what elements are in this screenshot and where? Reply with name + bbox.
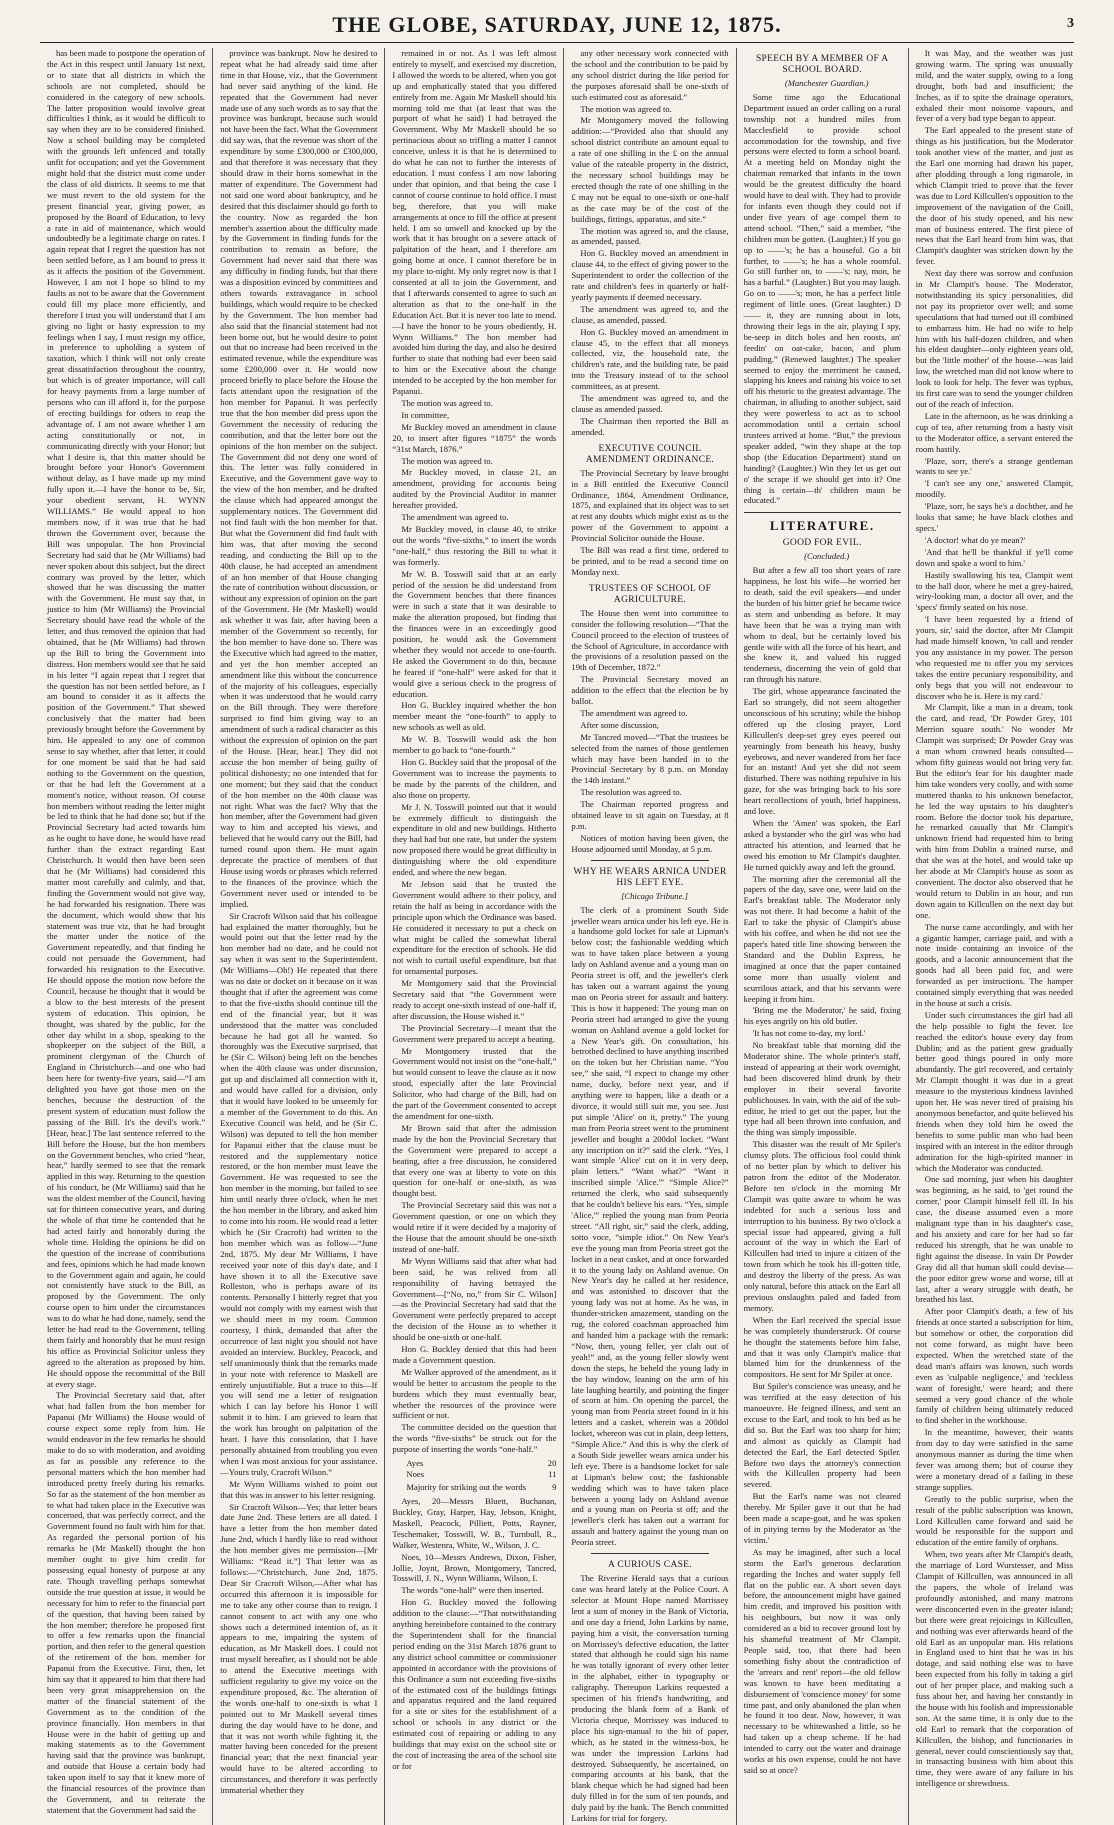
paragraph: 'A doctor! what do ye mean?' [924, 534, 1026, 545]
paragraph: has been made to postpone the operation of the Act in this respect until January 1st next, or to state that all districts in which the schools are not completed, should be considered in the category of new schools. The latter proposition would involve great difficulties I think, as it would be difficult to say when they are to be considered finished. Now a school building may be completed with the grounds left unfenced and totally unfit for occupation; and yet the Government might hold that the district must come under the class of old districts. It seems to me that we must revert to the old system for the present financial year, giving power, as proposed by the Board of Education, to levy a rate in aid of maintenance, which would undoubtedly be a legitimate charge on rates. I again repeat that I regret the question has not been settled before, as I am bound to press it as it affects the position of the Government. However, I am not I hope so blind to my faults as not to be aware that the Government could fill my place more efficiently, and therefore I trust you will understand that I am giving no light or hasty expression to my feelings when I say, I must resign my office, in preference to upholding a system of taxation, which I think will not only create great dissatisfaction throughout the country, but which is of greater importance, will call for heavy payments from a large number of persons who can ill afford it, for the purpose of erecting buildings for others to reap the advantage of. I am not aware whether I am acting constitutionally or not, in communicating directly with your Honor; but what I desire is, that this matter should be brought before your Honor's Government without delay, as I have made up my mind fully upon it.—I have the honor to be, Sir, your obedient servant, H. WYNN WILLIAMS.” He would appeal to hon members now, if it was true that he had thrown the Government over, because the Bill was unpopular. The hon Provincial Secretary had said that he (Mr Williams) had never spoken about this subject, but the direct contrary was proved by the letter, which showed that he was discussing the matter with the Government. He must say that, in justice to him (Mr Williams) the Provincial Secretary should have read the whole of the letter, and thus removed the opinion that had obtained, that he (Mr Williams) had thrown up the Bill to bring the Government into distress. Hon members would see that he said in his letter “I again repeat that I regret that the question has not been settled before, as I am bound to consider it as it affects the position of the Government.” That shewed conclusively that the matter had been previously brought before the Government by him. He appealed to any one of common sense to say whether, after that letter, it could for one moment be said that he had said nothing to the Government on the question, or that he had left the Government at a moment's notice, without reason. Of course hon members without reading the letter might be led to think that he had done so; but if the Provincial Secretary had acted towards him as he ought to have done, he would have read further than the extract regarding East Christchurch. It would then have been seen that he (Mr Williams) had considered this matter most carefully and calmly, and that, finding the Government would not give way, he had forwarded his resignation. There was the document, which would show that his statement was true viz, that he had brought the matter under the notice of the Government repeatedly, and that finding he could not persuade the Government, had forwarded his resignation to the Executive. He should oppose the motion now before the Council, because he thought that it would be a blow to the best interests of the present system of education. This opinion, he thought, was shared by the public, for the other day whilst in a shop, speaking to the shopkeeper on the subject of the Bill, a prominent clergyman of the Church of England in Christchurch—and one who had been here for twenty-five years, said—“I am delighted you have got those men on the benches, because the destruction of the present system of education must follow the passing of the Bill. It's the devil's work.” [Hear, hear.] The last sentence referred to the Bill before the House, but the hon members on the Government benches, who cried “hear, hear,” hardly seemed to see that the remark applied in this way. Returning to the question of his conduct, he (Mr Williams) said that he was the oldest member of the Council, having sat for thirteen consecutive years, and during the whole of that time he contended that he had acted fairly and honorably during the whole time. Holding the opinions he did on the question of the increase of contributions and fees, opinions which he had made known to the Government again and again, he could not consistently have stuck to the Bill, as proposed by the Government. The only course open to him under the circumstances was to do what he had done, namely, send the letter he had read to the Government, telling them fairly and honorably that he must resign his office as Provincial Solicitor unless they agreed to the alteration as proposed by him. He should oppose the recommittal of the Bill at every stage. [47, 48, 206, 1389]
paragraph: The Riverine Herald says that a curious case was heard lately at the Police Court. A selector at Mount Hope named Morrissey lent a sum of money in the Bank of Victoria, and one day a friend, John Larkins by name, paying him a visit, the conversation turning on Morrissey's defective education, the latter stated that although he could sign his name he was totally ignorant of every other letter in the alphabet, either in typography or caligraphy. Thereupon Larkins requested a specimen of his friend's handwriting, and producing the blank form of a Bank of Victoria cheque, Morrissey was induced to place his sign-manual to the bit of paper, which, as he stated in the witness-box, he was under the impression Larkins had destroyed. Subsequently, he ascertained, on comparing accounts at his bank, that the blank cheque which he had signed had been duly filled in for the sum of ten pounds, and duly paid by the bank. The Bench committed Larkins for trial for forgery. [571, 1573, 729, 1824]
column-2-body [220, 48, 377, 1796]
paragraph: The girl, whose appearance fascinated the Earl so strangely, did not seem altogether unconscious of his scrutiny; while the bishop offered up the closing prayer, Lord Killcullen's deep-set grey eyes peered out yearningly from beneath his heavy, bushy eyebrows, and never wandered from her face for an instant! And yet she did not seem disturbed. There was nothing repulsive in his gaze, for she was bringing back to his sore heart recollections of youth, brief happiness, and love. [743, 686, 901, 817]
heading-school-board-speech: SPEECH BY A MEMBER OF A SCHOOL BOARD. [755, 54, 889, 75]
paragraph: The amendment was agreed to. [401, 512, 509, 523]
noes-count: 11 [548, 1469, 557, 1480]
paragraph: No breakfast table that morning did the Moderator shine. The whole printer's staff, instead of appearing at their work overnight, had been discovered blind drunk by their employer in their several favorite publichouses. In vain, with the aid of the sub-editor, he tried to get out the paper, but the type had all been thrown into confusion, and the thing was simply impossible. [743, 1040, 901, 1138]
paragraph: 'And that he'll be thankful if ye'll come down and spake a word to him.' [915, 546, 1073, 568]
paragraph: Mr Montgomery said that the Provincial Secretary said that “the Government were ready to accept one-sixth instead of one-half if, after discussion, the House wished it.” [392, 978, 557, 1021]
paragraph: After some discussion, [580, 719, 659, 730]
paragraph: 'I can't see any one,' answered Clampit, moodily. [915, 478, 1073, 500]
paragraph: The Chairman reported progress and obtained leave to sit again on Tuesday, at 8 p.m. [571, 799, 729, 831]
executive-council-body [571, 468, 728, 578]
paragraph: Mr Jebson said that he trusted the Government would adhere to their policy, and retain the half as being in accordance with the principle upon which the Ordinance was based. He considered it necessary to put a check on what might be called the somewhat liberal expenditure for the erection of schools. He did not wish to curtail useful expenditure, but that for ornamental purposes. [392, 878, 557, 977]
paragraph: When, two years after Mr Clampit's death, the marriage of Lord Wurstesser, and Miss Clampit of Killcullen, was announced in all the papers, the whole of Ireland was profoundly astonished, and many matrons were disconcerted even in the greater island; but there were great rejoicings in Killcullen, and nothing was ever afterwards heard of the old Earl as an unpopular man. His relations in England used to hint that he was in his dotage, and said nothing else was to have been expected from his folly in taking a girl out of her proper place, and making such a fuss about her, and having her constantly in the house with his foolish and impressionable son. At the same time, it is only due to the old Earl to remark that the corporation of Killcullen, the bishop, and functionaries in general, never could conscientiously say that, in transacting business with him about this time, they were aware of any failure in his intelligence or shrewdness. [915, 1549, 1073, 1789]
paragraph: Mr W. B. Tosswill said that at an early period of the session he did understand from the Government benches that there finances were in such a state that it was desirable to make the alteration proposed, but finding that the finances were in an exceedingly good position, he would ask the Government whether they would not accede to one-fourth. He asked the Government to do this, because he feared if “one-half” were asked for that it would give a serious check to the progress of education. [392, 568, 557, 699]
heading-executive-council: EXECUTIVE COUNCIL AMENDMENT ORDINANCE. [585, 443, 715, 465]
paragraph: Mr J. N. Tosswill pointed out that it would be extremely difficult to distinguish the expenditure in old and new buildings. Hitherto they had had but one rate, but under the system now proposed there would be great difficulty in distinguishing where the old expenditure ended, and where the new began. [392, 801, 557, 878]
paragraph: The committee decided on the question that the words “five-sixths” be struck out for the purpose of inserting the words “one-half.” [392, 1422, 557, 1455]
paragraph: Hastily swallowing his tea, Clampit went to the hall door, where he met a grey-haired, wiry-looking man, a doctor all over, and the 'specs' firmly seated on his nose. [915, 569, 1073, 613]
paragraph: The amendment was agreed to, and the clause as amended passed. [571, 393, 729, 414]
paragraph: The Chairman then reported the Bill as amended. [571, 415, 729, 437]
paragraph: The Earl appealed to the present state of things as his justification, but the Moderator took another view of the matter, and just as the Earl one morning had drawn his paper, after plodding through a long rigmarole, in which Clampit tried to prove that the fever was due to Lord Killcullen's opposition to the improvement of the navigation of the Coill, the door of his study opened, and his new man of business entered. The first piece of news that the Earl heard from him was, that Clampit's daughter was stricken down by the fever. [915, 125, 1073, 267]
paragraph: Hon G. Buckley moved the following addition to the clause:—“That notwithstanding anything hereinbefore contained to the contrary the Superintendent shall for the financial period ending on the 31st March 1876 grant to any district school committee or commissioner appointed in accordance with the provisions of this Ordinance a sum not exceeding five-sixths of the estimated cost of the buildings fittings and apparatus required and the land required for a site or sites for the establishment of a school or schools in any district or the estimated cost of repairing or adding to any buildings that may exist on the school site or the cost of increasing the area of the school site or for [392, 1597, 557, 1771]
paragraph: The amendment was agreed to. [580, 707, 688, 718]
masthead [40, 10, 1074, 40]
paragraph: Hon G. Buckley denied that this had been made a Government question. [392, 1344, 557, 1365]
newspaper-title: THE GLOBE, SATURDAY, JUNE 12, 1875. [332, 12, 782, 37]
paragraph: Notices of motion having been given, the House adjourned until Monday, at 5 p.m. [571, 832, 729, 854]
paragraph: Under such circumstances the girl had all the help possible to fight the fever. Ice reached the editor's house every day from Dublin; and as the patient grew gradually better good things poured in only more abundantly. The girl recovered, and certainly Mr Clampit thought it was due in a great measure to the mysterious kindness lavished upon her. He was never tired of praising his anonymous benefactor, and quite believed his friends when they told him he owed the benefits to some public man who had been inspired with an interest in the editor through admiration for the high-spirited manner in which the Moderator was conducted. [915, 1009, 1073, 1173]
paragraph: In the meantime, however, their wants from day to day were satisfied in the same anonymous manner as during the time when fever was among them; but of course they were a monetary dread of a failing in these strange supplies. [915, 1427, 1073, 1492]
division-result [406, 1458, 556, 1493]
paragraph: province was bankrupt. Now he desired to repeat what he had already said time after time in that House, viz., that the Government had never said anything of the kind. He repeated that the Government had never made use of any such words as to say that the province was bankrupt, because such would not have been the fact. What the Government did say was, that the revenue was short of the expenditure by some £300,000 or £300,000, and that therefore it was necessary that they should draw in their horns somewhat in the matter of expenditure. The Government had not said one word about bankruptcy, and he desired that this disclaimer should go forth to the country. Now as regarded the hon member's assertion about the difficulty made by the Government in finding funds for the contribution to remain as before, the Government had never said that there was any difficulty in finding funds, but that there was a disposition evinced by committees and others towards extravagance in school buildings, which would require to be checked by the Government. The hon member had also said that the financial statement had not been borne out, but he would desire to point out that no increase had been received in the estimated revenue, while the expenditure was some £200,000 over it. He would now proceed briefly to place before the House the facts attendant upon the resignation of the hon member for Papanui. It was perfectly true that the hon member did press upon the Government the necessity of reducing the contribution, and that the letter bore out the opinions of the hon member on the subject. The Government did not deny one word of this. The letter was fully considered in Executive, and the Government gave way to the view of the hon member, and he drafted the clause which had appeared amongst the supplementary notices. The Government did not find fault with the hon member for that. But what the Government did find fault with him was, that after moving the second reading, and conducting the Bill up to the 40th clause, he had accepted an amendment of an hon member of that House changing the rate of contribution without discussion, or without any expression of opinion on the part of the Government. He (Mr Maskell) would ask whether it was fair, after having been a member of the Government so recently, for the hon member to have done so. There was the Executive which had agreed to the matter, and yet the hon member accepted an amendment like this without the concurrence of the majority of his colleagues, especially when it was understood that he would carry on the Bill through. They were therefore surprised to find him giving way to an amendment of such a radical character as this without the expression of opinion on the part of the House. [Hear, hear.] They did not accuse the hon member of being guilty of political dishonesty; no one intended that for one moment; but they said that the conduct of the hon member on the 40th clause was not right. What was the fact? Why that the hon member, after the Government had given way to him and accepted his views, and believed that he would carry out the Bill, had turned round upon them. He must again deprecate the practice of members of that House using words or phrases which referred to the finances of the province which the Government never used or intended to be implied. [220, 48, 378, 909]
column-3-body-continued [392, 1496, 556, 1772]
paragraph: But after a few all too short years of rare happiness, he lost his wife—he worried her to death, said the evil speakers—and under the burden of his bitter grief he became twice as stern and unbending as before. It may have been that he was a trying man with whom to deal, but he certainly loved his gentle wife with all the force of his heart, and she knew it, and valued his rugged tenderness, discerning the vein of gold that ran through his nature. [743, 565, 901, 685]
paragraph: Mr Buckley moved an amendment in clause 20, to insert after figures “1875” the words “31st March, 1876.” [392, 421, 557, 454]
curious-case-body [571, 1573, 728, 1824]
paragraph: Hon G. Buckley moved an amendment in clause 45, to the effect that all moneys collected, viz, the household rate, the children's rate, and the building rate, be paid into the Treasury instead of to the school committees, as at present. [571, 326, 729, 392]
column-3-body [392, 48, 556, 1455]
arnica-source: [Chicago Tribune.] [621, 890, 688, 901]
school-board-body [744, 92, 901, 506]
paragraph: The House then went into committee to consider the following resolution—“That the Council proceed to the election of trustees of the School of Agriculture, in accordance with the provisions of a resolution passed on the 19th of December, 1872.” [571, 607, 729, 673]
trustees-body [571, 608, 728, 855]
column-3 [384, 48, 563, 1825]
heading-curious-case: A CURIOUS CASE. [608, 1560, 692, 1571]
heading-trustees-agriculture: TRUSTEES OF SCHOOL OF AGRICULTURE. [588, 583, 712, 605]
paragraph: The clerk of a prominent South Side jeweller wears arnica under his left eye. He is a handsome gold locket for sale at Lipman's below cost; the fashionable wedding which was to have taken place between a young lady on Ashland avenue and a young man on Peoria street is off, and the jeweller's clerk has taken out a warrant against the young man on Peoria street for assault and battery. This is how it happened: The young man on Peoria street had arranged to give the young woman on Ashland avenue a gold locket for a New Year's gift. On consultation, his betrothed declined to have anything inscribed on the token but her Christian name. “You see,” she said, “I expect to change my other name, ducky, before next year, and if anything were to happen, like a death or a divorce, it would still suit me, you see. Just put simple 'Alice' on it, pretty.” The young man from Peoria street went to the prominent jeweller and bought a 200dol locket. “Want any inscription on it?” said the clerk. “Yes, I want simple 'Alice' cut on it in very deep, plain letters.” “Want what?” “Want it inscribed simple 'Alice.'” “Simple Alice?” returned the clerk, who said subsequently that he couldn't believe his ears. “Yes, simple 'Alice,'” replied the young man from Peoria street. “All right, sir,” said the clerk, adding, sotto voce, “simple idiot.” On New Year's eve the young man from Peoria street got the locket in a neat casket, and at once forwarded it to the young lady on Ashland avenue. On New Year's day he called at her residence, and was astonished to discover that the young lady was not at home. As he was, in thunder-stricken amazement, standing on the rug, the colored coachman approached him and handed him a package with the remark: “Now, then, young feller, yer clah out of yeah!” and, as the young feller slowly went down the steps, he beheld the young lady in the bay window, leaning on the arm of his late laughing heartily, and pointing the finger of scorn at him. On opening the parcel, the young man from Peoria street found in it his letters and a casket, wherein was a 200dol locket, whereon was cut in plain, deep letters, “Simple Alice.” And this is why the clerk of a South Side jeweller wears arnica under his left eye. There is a handsome locket for sale at Lipman's below cost; the fashionable wedding which was to have taken place between a young lady on Ashland avenue and a young man on Peoria st off; and the jeweller's clerk has taken out a warrant for assault and battery against the young man on Peoria street. [571, 904, 729, 1548]
paragraph: The Provincial Secretary by leave brought in a Bill entitled the Executive Council Ordinance, 1864, Amendment Ordinance, 1875, and explained that its object was to set at rest any doubts which might exist as to the power of the Government to appoint a Provincial Solicitor outside the House. [571, 467, 729, 544]
paragraph: The Provincial Secretary said this was not a Government question, or one on which they would retire if it were decided by a majority of the House that the amount should be one-sixth instead of one-half. [392, 1200, 557, 1254]
paragraph: The words “one-half” were then inserted. [401, 1585, 544, 1596]
paragraph: The motion was agreed to. [401, 455, 493, 466]
paragraph: When the Earl received the special issue he was completely thunderstruck. Of course he thought the statements before him false, and that it was only Clampit's malice that blamed him for the drunkenness of the compositors. He sent for Mr Spiler at once. [743, 1314, 901, 1380]
story-concluded: (Concluded.) [804, 551, 850, 562]
section-divider [591, 1553, 708, 1554]
paragraph: It was May, and the weather was just growing warm. The spring was unusually mild, and the water supply, owing to a long drought, both bad and insufficient; the Inches, as if to spite the drainage operators, exhaled their most noisome vapours, and fever of a very bad type began to appear. [915, 48, 1073, 124]
paragraph: 'Bring me the Moderator,' he said, fixing his eyes angrily on his old butler. [743, 1005, 901, 1027]
majority-count: 9 [552, 1482, 557, 1493]
heading-good-for-evil: GOOD FOR EVIL. [782, 538, 862, 549]
paragraph: The amendment was agreed to, and the clause, as amended, passed. [571, 303, 729, 325]
paragraph: The nurse came accordingly, and with her a gigantic hamper, carriage paid, and with a note inside containing an invoice of the goods, and a laconic announcement that the goods had all been paid for, and were forwarded as per instructions. The hamper contained simply everything that was needed in the house at such a crisis. [915, 921, 1073, 1008]
arnica-body [571, 905, 728, 1548]
paragraph: Hon G. Buckley inquired whether the hon member meant the “one-fourth” to apply to new schools as well as old. [392, 700, 557, 733]
ayes-label: Ayes [406, 1458, 424, 1469]
paragraph: Mr Brown said that after the admission made by the hon the Provincial Secretary that the Government were prepared to accept a beating, after a free discussion, he considered that every one was at liberty to vote on this question for one-half or one-sixth, as was thought best. [392, 1122, 557, 1199]
paragraph: But the Earl's name was not cleared thereby. Mr Spiler gave it out that he had been made a scape-goat, and he was spoken of in pitying terms by the Moderator as 'the victim.' [743, 1491, 901, 1545]
paragraph: The motion was agreed to, and the clause, as amended, passed. [571, 225, 729, 247]
paragraph: any other necessary work connected with the school and the contribution to be paid by any school district during the like period for the purposes aforesaid shall be one-sixth of such estimated cost as aforesaid.” [571, 48, 729, 102]
page-number: 3 [1067, 16, 1074, 31]
column-1 [40, 48, 212, 1825]
paragraph: The morning after the ceremonial all the papers of the day, save one, were laid on the Earl's breakfast table. The Moderator only was not there. It had become a habit of the Earl to take the physic of Clampit's abuse with his coffee, and when he did not see the paper's hated title line showing between the Standard and the Dublin Express, he imagined at once that the paper contained some more than usually violent and scurrilous attack, and that his servants were keeping it from him. [743, 873, 901, 1004]
paragraph: But Spiler's conscience was uneasy, and he was terrified at the easy detection of his manoeuvre. He feigned illness, and sent an excuse to the Earl, and took to his bed as he did so. But the Earl was too sharp for him; and almost as quickly as Clampit had detected the Earl, the Earl detected Spiler. Before two days the attorney's connection with the Killcullen property had been severed. [743, 1381, 901, 1490]
paragraph: Greatly to the public surprise, when the result of the public subscription was known, Lord Killcullen came forward and said he would be responsible for the support and education of the entire family of orphans. [915, 1493, 1073, 1548]
paragraph: When the 'Amen' was spoken, the Earl asked a bystander who the girl was who had attracted his attention, and learned that he owed his emotion to Mr Clampit's daughter. He turned quickly away and left the ground. [743, 818, 901, 872]
paragraph: Sir Cracroft Wilson said that his colleague had explained the matter thoroughly, but he would point out that the letter read by the hon member had no date, and he could not say when it was sent to the Superintendent. (Mr Williams—Oh!) He repeated that there was no date or docket on it because on it was thought that if after the agreement was come to that the five-sixths should continue till the end of the financial year, but it was understood that the matter was concluded because he had got all he wanted. So thoroughly was the Executive surprised, that he (Sir C. Wilson) being left on the benches when the 40th clause was under discussion, got up and disclaimed all connection with it, and would have called for a division, only that it would have looked to be unseemly for a member of the Government to do this. An Executive Council was held, and he (Sir C. Wilson) was deputed to tell the hon member for Papanui either that the clause must be restored and the supplementary notice restored, or the hon member must leave the Government. He was requested to see the hon member in the morning, but failed to see him until nearly three o'clock, when he met the hon member in the library, and asked him to come into his room. He would read a letter which he (Sir Cracroft) had written to the hon member which was as follow—“June 2nd, 1875. My dear Mr Williams, I have received your note of this day's date, and I have shown it to all the Executive save Rolleston, who is perhaps aware of its contents. Personally I bitterly regret that you would not comply with my earnest wish that we should meet in my room. Common courtesy, I think, demanded that after the occurrence of last night you should not have avoided an interview. Buckley, Peacock, and self unanimously think that the remarks made in your note with reference to Maskell are entirely unjustifiable. But a truce to this—If you will send me a letter of resignation which I can lay before his Honor I will submit it to him. I am grieved to learn that the work has brought on palpitation of the heart. I have this consolation, that I have personally abstained from troubling you even when I was most anxious for your assistance.—Yours truly, Cracroft Wilson.” [220, 910, 378, 1477]
paragraph: 'Plaze, sorr, there's a strange gentleman wants to see ye.' [915, 455, 1073, 477]
masthead-rule [40, 42, 1074, 43]
section-divider [744, 512, 901, 513]
paragraph: As may be imagined, after such a local storm the Earl's generous declaration regarding the Inches and water supply fell flat on the public ear. A short seven days before, the announcement might have gained him credit, and improved his position with his neighbours, but now it was only considered as a bid to recover ground lost by his shameful treatment of Mr Clampit. People said, too, that there had been something fishy about the contradiction of the 'arrears and rent' report—the old fellow was known to have been meditating a disbursement of 'conscience money' for some time past, and only abandoned the plan when he found it too dear. Now, however, it was necessary to be whitewashed a little, so he had taken up a cheap scheme. If he had intended to carry out the water and drainage works at his own expense, could he not have said so at once? [743, 1546, 901, 1775]
story-body [744, 565, 901, 1776]
paragraph: Late in the afternoon, as he was drinking a cup of tea, after returning from a hasty visit to the Moderator office, a servant entered the room hastily. [915, 410, 1073, 454]
paragraph: Sir Cracroft Wilson—Yes; that letter bears date June 2nd. These letters are all dated. I have a letter from the hon member dated June 2nd, which I hardly like to read without the hon member gives me permission—[Mr Williams: “Read it.”] That letter was as follows:—“Christchurch, June 2nd, 1875. Dear Sir Cracroft Wilson,—After what has occurred this afternoon it is impossible for me to take any other course than to resign. I cannot consent to act with any one who shows such a determined intention of, as it appears to me, impairing the system of education, as Mr Maskell does. I could not trust myself hereafter, as I should not be able to attend the Executive meetings with sufficient regularity to give my voice on the expenditure proposed, &c. The alteration of the words one-half to one-sixth is what I pointed out to Mr Maskell several times during the day would have to be done, and that it was not worth while fighting it, the matter having been conceded for the present financial year; that the next financial year would have to be altered according to circumstances, and therefore it was perfectly immaterial whether they [220, 1501, 378, 1796]
school-board-source: (Manchester Guardian.) [784, 78, 869, 88]
paragraph: One sad morning, just when his daughter was beginning, as he said, to 'get round the corner,' poor Clampit himself fell ill. In his case, the disease assumed even a more malignant type than in his daughter's case, and his anxiety and care for her had so far reduced his strength, that he was unable to fight against the disease. In vain Dr Powder Gray did all that human skill could devise—the poor editor grew worse and worse, till at last, after a weary struggle with death, he breathed his last. [915, 1174, 1073, 1305]
paragraph: Mr Tancred moved—“That the trustees be selected from the names of those gentlemen which may have been handed in to the Provincial Secretary by 8 p.m. on Monday the 14th instant.” [571, 731, 729, 786]
heading-literature: LITERATURE. [769, 518, 875, 534]
paragraph: The resolution was agreed to. [580, 787, 682, 798]
paragraph: This disaster was the result of Mr Spiler's clumsy plots. The officious fool could think of no better plan by which to deliver his patron from the editor of the Moderator. Before ten o'clock in the morning Mr Clampit was quite aware to whom he was indebted for such a serious loss and interruption to his business. By two o'clock a special issue had appeared, giving a full account of the way in which the Earl of Killcullen had tried to injure a citizen of the town from which he took his ill-gotten title, and destroy the liberty of the press. As was only natural, before this attack on the Earl all previous onslaughts paled and faded from memory. [743, 1139, 901, 1313]
paragraph: The motion was agreed to. [401, 398, 493, 408]
paragraph: Ayes, 20—Messrs Bluett, Buchanan, Buckley, Gray, Harper, Hay, Jebson, Knight, Maskell, Peacock, Pilliett, Potts, Rayner, Teschemaker, Tosswill, W. B., Turnbull, R., Walker, Westenra, White, W., Wilson, J. C. [392, 1496, 557, 1550]
paragraph: The Bill was read a first time, ordered to be printed, and to be read a second time on Monday next. [571, 545, 729, 577]
majority-label: Majority for striking out the words [406, 1482, 526, 1493]
column-4 [563, 48, 735, 1825]
paragraph: Mr Wynn Williams wished to point out that this was in answer to his letter resigning. [220, 1478, 378, 1500]
ayes-count: 20 [547, 1458, 557, 1469]
section-divider [591, 860, 708, 861]
paragraph: Mr Walker approved of the amendment, as it would be better to accustom the people to the burdens which they must eventually bear, whether the resources of the province were sufficient or not. [392, 1366, 557, 1421]
paragraph: The motion was agreed to. [580, 103, 672, 114]
paragraph: 'Plaze, sorr, he says he's a dochther, and he looks that same; he have black clothes and specs.' [915, 501, 1073, 533]
paragraph: The Provincial Secretary moved an addition to the effect that the election be by ballot. [571, 674, 729, 707]
page-columns [40, 48, 1080, 1824]
column-6 [908, 48, 1080, 1825]
column-1-body [47, 48, 205, 1816]
paragraph: Mr W. B. Tosswill would ask the hon member to go back to “one-fourth.” [392, 734, 557, 756]
paragraph: remained in or not. As I was left almost entirely to myself, and exercised my discretion, I allowed the words to be altered, when you got up and emphatically stated that you differed entirely from me. Again Mr Maskell should his morning told me that (at least that was the purport of what he said) I had betrayed the Government. Why Mr Maskell should be so pertinacious about so trifling a matter I cannot conceive, unless it is that he is determined to do what he can not to further the interests of education. I must confess I am now laboring under that opinion, and that being the case I cannot of course continue to hold office. I must beg, therefore, that you will make arrangements at once to fill the office at present held. I am so unwell and knocked up by the work that it has brought on a severe attack of palpitation of the heart, and I therefore am going home at once. I cannot therefore be in my place to-night. My only regret now is that I consented at all to join the Government, and that I afterwards consented to agree to such an alteration as that to the one-half in the Education Act. But it is never too late to mend.—I have the honor to be yours obediently, H. Wynn Williams.” The hon member had avoided him during the day, and also he desired further to state that nothing had ever been said to him or the Executive about the change intended to be accepted by the hon member for Papanui. [392, 48, 557, 397]
column-6-body [916, 48, 1073, 1789]
paragraph: 'I have been requested by a friend of yours, sir,' said the doctor, after Mr Clampit had made himself known, 'to call and render you any assistance in my power. The person who requested me to offer you my services takes the entire pecuniary responsibility, and only begs that you will not endeavour to discover who he is. Here is my card.' [915, 614, 1073, 701]
paragraph: Mr Wynn Williams said that after what had been said, he was relived from all responsibility of having betrayed the Government—[“No, no,” from Sir C. Wilson]—as the Provincial Secretary had said that the Government were perfectly prepared to accept the decision of the House as to whether it should be one-sixth or one-half. [392, 1255, 557, 1343]
paragraph: Next day there was sorrow and confusion in Mr Clampit's house. The Moderator, notwithstanding its spicy personalities, did not pay its proprietor over well; and some speculations that had turned out ill combined to embarrass him. He had no wife to help him with his half-dozen children, and when his eldest daughter—only eighteen years old, but the 'little mother' of the house—was laid low, the wretched man did not know where to look to look for help. The fever was typhus, its first care was to send the younger children out of the reach of infection. [915, 268, 1073, 409]
paragraph: Mr Clampit, like a man in a dream, took the card, and read, 'Dr Powder Grey, 101 Merrion square south.' No wonder Mr Clampit was surprised; Dr Powder Gray was a man whom crowned heads consulted—whom fifty guineas would not bring very far. But the editor's fear for his daughter made him take wonders very coolly, and with some muttered thanks to his unknown benefactor, he led the way upstairs to his daughter's room. Before the doctor took his departure, he remarked casually that Mr Clampit's unknown friend had requested him to bring with him from Dublin a trained nurse, and that she was at the hotel, and would take up her abode at Mr Clampit's house as soon as convenient. The doctor also observed that he would return to Dublin in an hour, and run down again to Killcullen on the next day but one. [915, 702, 1073, 920]
column-4-body [571, 48, 728, 438]
paragraph: Some time ago the Educational Department issued an order calling on a rural township not a hundred miles from Macclesfield to provide school accommodation for the township, and five persons were elected to form a school board. At a meeting held on Monday night the chairman remarked that infants in the town would be the greatest difficulty the board would have to deal with. They had to provide for infants even though they could not if under five years of age compel them to attend school. “Then,” said a member, “the children mun be gotten. (Laughter.) If you go up to ——'s; he has a houseful. Go a bit further, to ——'s; he has a whole roomful. Go still further on, to ——'s; nay, mon, he has a barful.” (Laughter.) But you may laugh. Go on to ——'s; mon, he has a perfect little regiment of little ones. (Great laughter.) D—— it, they are running about in lots, throwing their legs in the air, playing I spy, be-seep in ditch holes and hen roosts, an' feedin' on oat-cake, bacon, and plum pudding.” (Renewed laughter.) The speaker seemed to enjoy the merriment he caused, slapping his knees and raising his voice to set off his rhetoric to the greatest advantage. The chairman, in alluding to another subject, said they were powerless to act as to school accommodation until a certain school trustees arrived at home. “But,” the previous speaker added, “win they shape at the top shop (the Education Department) stand on handing? (Laughter.) Win they let us get out o' the scrape if we should get into it? One thing is certain—th' children maun be educated.” [743, 91, 901, 506]
paragraph: Hon G. Buckley moved an amendment in clause 44, to the effect of giving power to the Superintendent to order the collection of the rate and children's fees in quarterly or half-yearly payments if deemed necessary. [571, 248, 729, 302]
column-2 [212, 48, 384, 1825]
paragraph: Mr Montgomery moved the following addition:—“Provided also that should any school district contribute an amount equal to a rate of one shilling in the £ on the annual value of the rateable property in the district, the necessary school buildings may be erected though the rate of one shilling in the £ may not be equal to one-sixth or one-half as the case may be of the cost of the buildings, fittings, apparatus, and site.” [571, 115, 729, 224]
paragraph: The Provincial Secretary said that, after what had fallen from the hon member for Papanui (Mr Williams) the House would of course expect some reply from him. He would endeavor in the few remarks he should make to do so with moderation, and avoiding as far as possible any reference to the personal matters which the hon member had introduced pretty freely during his remarks. So far as the statement of the hon member as to what had taken place in the Executive was concerned, that was perfectly correct, and the Government found no fault with him for that. As regarded the personal portion of his remarks he (Mr Maskell) thought the hon member ought to give him credit for possessing equal honesty of purpose at any rate. Though travelling perhaps somewhat outside the true question at issue, it would be necessary for him to refer to the financial part of the question, that having been raised by the hon member; therefore he proposed first to offer a few remarks upon the financial portion, and then refer to the general question of the retirement of the hon. member for Papanui from the Executive. First, then, let him say that it appeared to him that there had been very great misapprehension on the matter of the financial statement of the Government as to the condition of the province financially. Hon members in that House were in the habit of getting up and making statements as to the Government having said that the province was bankrupt, and outside that House a certain body had taken upon itself to say that it knew more of the financial resources of the province than the Government, and to reiterate the statement that the Government had said the [47, 1390, 206, 1815]
paragraph: Mr Buckley moved, in clause 40, to strike out the words “five-sixths,” to insert the words “one-half,” thus restoring the Bill to what it was formerly. [392, 523, 557, 567]
noes-label: Noes [406, 1469, 425, 1480]
heading-arnica: WHY HE WEARS ARNICA UNDER HIS LEFT EYE. [573, 866, 727, 888]
paragraph: Noes, 10—Messrs Andrews, Dixon, Fisher, Jollie, Joynt, Brown, Montgomery, Tancred, Tosswill, J. N., Wynn Williams, Wilson, I. [392, 1551, 557, 1584]
paragraph: Mr Buckley moved, in clause 21, an amendment, providing for accounts being audited by the Provincial Auditor in manner hereafter provided. [392, 467, 557, 511]
paragraph: In committee, [401, 409, 450, 420]
paragraph: Hon G. Buckley said that the proposal of the Government was to increase the payments to be made by the parents of the children, and also those on property. [392, 757, 557, 800]
column-5 [736, 48, 908, 1825]
paragraph: 'It has not come to-day, my lord.' [752, 1028, 866, 1039]
paragraph: The Provincial Secretary—I meant that the Government were prepared to accept a beating. [392, 1022, 557, 1044]
paragraph: Mr Montgomery trusted that the Government would not insist on the “one-half,” but would consent to leave the clause as it now stood, especially after the late Provincial Solicitor, who had charge of the Bill, had on the part of the Government consented to accept the amendment for one-sixth. [392, 1045, 557, 1121]
paragraph: After poor Clampit's death, a few of his friends at once started a subscription for him, but somehow or other, the corporation did not come forward, as might have been expected. When the wretched state of the dead man's affairs was known, such words even as 'culpable negligence,' and 'reckless want of foresight,' were heard; and there seemed a very good chance of the whole family of children being ultimately reduced to find shelter in the workhouse. [915, 1306, 1073, 1426]
